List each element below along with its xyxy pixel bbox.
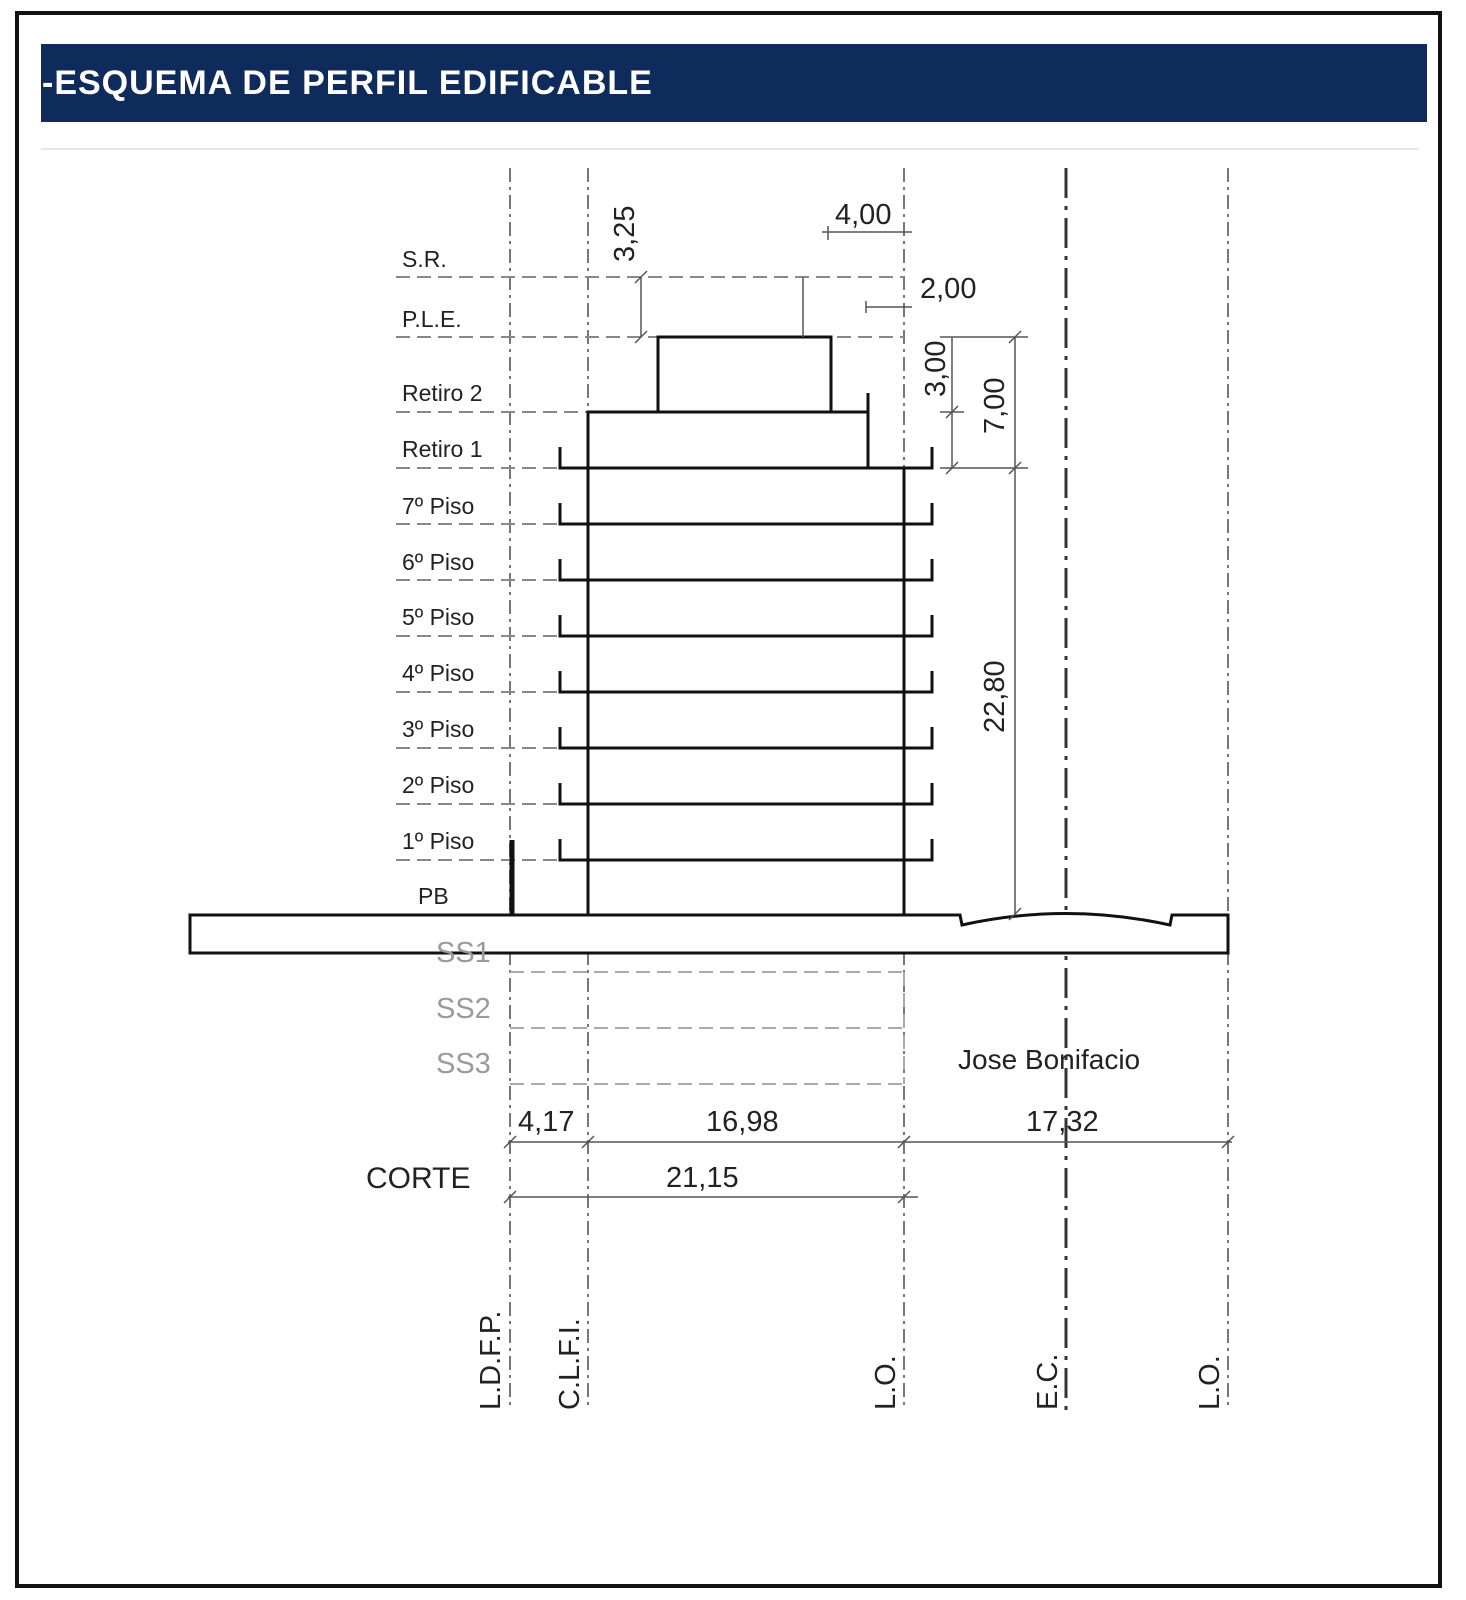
retiro-volume (588, 412, 868, 468)
level-label-piso5: 5º Piso (402, 604, 475, 630)
level-label-sr: S.R. (402, 246, 447, 272)
level-label-piso2: 2º Piso (402, 772, 475, 798)
section-label: CORTE (366, 1162, 471, 1195)
page-title: -ESQUEMA DE PERFIL EDIFICABLE (42, 64, 653, 102)
top-volume (658, 337, 831, 412)
level-label-piso6: 6º Piso (402, 549, 475, 575)
dim-21-15: 21,15 (666, 1162, 739, 1194)
ref-label-lo-1: L.O. (870, 1355, 902, 1410)
ref-label-ec: E.C. (1032, 1353, 1064, 1410)
dim-2-00: 2,00 (920, 273, 977, 305)
dim-17-32: 17,32 (1026, 1106, 1099, 1138)
ref-label-lo-2: L.O. (1194, 1355, 1226, 1410)
level-label-ss1: SS1 (436, 937, 491, 969)
ref-label-clfi: C.L.F.I. (554, 1318, 586, 1410)
level-label-piso4: 4º Piso (402, 660, 475, 686)
subsoil-lines (510, 972, 904, 1084)
level-label-ss2: SS2 (436, 993, 491, 1025)
level-label-ple: P.L.E. (402, 306, 462, 332)
dim-3-00: 3,00 (920, 340, 952, 397)
level-label-ss3: SS3 (436, 1048, 491, 1080)
level-label-pb: PB (418, 883, 449, 909)
level-label-retiro1: Retiro 1 (402, 436, 483, 462)
building-body (512, 337, 904, 914)
dim-22-80: 22,80 (979, 660, 1011, 733)
reference-lines (510, 168, 1228, 1410)
dim-3-25: 3,25 (609, 205, 641, 262)
street-name: Jose Bonifacio (958, 1044, 1141, 1075)
level-labels (402, 246, 491, 1080)
level-label-piso3: 3º Piso (402, 716, 475, 742)
dim-4-17: 4,17 (518, 1106, 575, 1138)
dim-7-00: 7,00 (979, 377, 1011, 434)
ref-label-ldfp: L.D.F.P. (475, 1310, 507, 1410)
ground-slab (190, 914, 1228, 954)
dim-4-00: 4,00 (835, 199, 892, 231)
floor-slabs (560, 447, 932, 860)
level-label-retiro2: Retiro 2 (402, 380, 483, 406)
level-label-piso1: 1º Piso (402, 828, 475, 854)
dim-16-98: 16,98 (706, 1106, 779, 1138)
level-label-piso7: 7º Piso (402, 493, 475, 519)
